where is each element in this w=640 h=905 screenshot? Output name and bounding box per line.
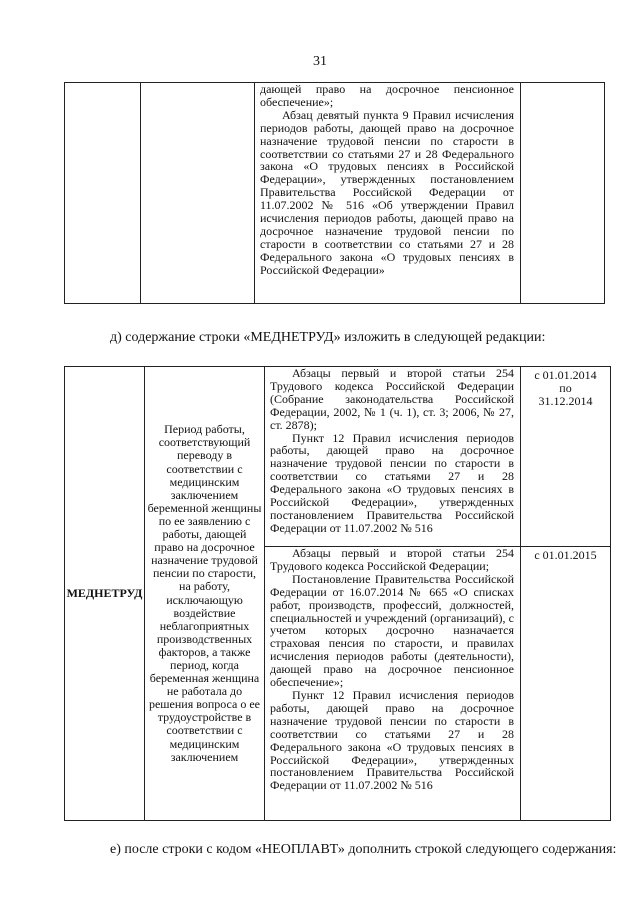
date-cell — [521, 367, 611, 547]
date-from: с 01.01.2015 — [534, 548, 597, 562]
legal-paragraph: Абзацы первый и второй статьи 254 Трудового кодекса Российской Федерации; — [270, 546, 514, 573]
table-row — [65, 83, 605, 304]
legal-basis-cell — [255, 83, 521, 304]
date-from: с 01.01.2014 — [534, 368, 597, 382]
legal-paragraph: Постановление Правительства Российской Федерации от 16.07.2014 № 665 «О списках работ, производств, профессий, должностей, специальностей и учреждений (организаций), с учетом которых досрочно назначается страховая пенсия по старости, и правилах исчисления периодов работы (деятельности), дающей право на досрочное пенсионное обеспечение»; — [270, 571, 514, 690]
legal-paragraph: дающей право на досрочное пенсионное обеспечение»; — [260, 82, 514, 109]
legal-paragraph: Пункт 12 Правил исчисления периодов работы, дающей право на досрочное назначение трудовой пенсии по старости в соответствии со статьями 27 и 28 Федерального закона «О трудовых пенсиях в Российской Федерации», утвержденных постановлением Правительства Российской Федерации от 11.07.2002 № 516 — [270, 687, 514, 793]
continued-table — [64, 82, 605, 304]
legal-paragraph: Абзацы первый и второй статьи 254 Трудового кодекса Российской Федерации (Собрание законодательства Российской Федерации, 2002, № 1 (ч. 1), ст. 3; 2006, № 27, ст. 2878); — [270, 366, 514, 432]
table-row — [65, 367, 611, 547]
legal-basis-cell — [265, 367, 521, 547]
code-cell — [65, 83, 141, 304]
mednetrud-table — [64, 366, 611, 821]
page-number: 31 — [313, 54, 327, 69]
date-by: по — [559, 381, 572, 395]
legal-paragraph: Абзац девятый пункта 9 Правил исчисления периодов работы, дающей право на досрочное назначение трудовой пенсии по старости в соответствии со статьями 27 и 28 Федерального закона «О трудовых пенсиях в Российской Федерации», утвержденных постановлением Правительства Российской Федерации от 11.07.2002 № 516 «Об утверждении Правил исчисления периодов работы, дающей право на досрочное назначение трудовой пенсии по старости в соответствии со статьями 27 и 28 Федерального закона «О трудовых пенсиях в Российской Федерации» — [260, 107, 514, 277]
date-to: 31.12.2014 — [538, 394, 593, 408]
instruction-d: д) содержание строки «МЕДНЕТРУД» изложить в следующей редакции: — [110, 330, 546, 345]
date-cell — [521, 83, 605, 304]
legal-basis-cell — [265, 547, 521, 821]
instruction-e: е) после строки с кодом «НЕОПЛАВТ» дополнить строкой следующего содержания: — [110, 842, 617, 857]
date-cell — [521, 547, 611, 821]
code-cell: МЕДНЕТРУД — [65, 367, 145, 821]
description-cell: Период работы, соответствующий переводу в соответствии с медицинским заключением беременной женщины по ее заявлению с работы, дающей право на досрочное назначение трудовой пенсии по старости, на работу, исключающую воздействие неблагоприятных производственных факторов, а также период, когда беременная женщина не работала до решения вопроса о ее трудоустройстве в соответствии с медицинским заключением — [145, 367, 265, 821]
legal-paragraph: Пункт 12 Правил исчисления периодов работы, дающей право на досрочное назначение трудовой пенсии по старости в соответствии со статьями 27 и 28 Федерального закона «О трудовых пенсиях в Российской Федерации», утвержденных постановлением Правительства Российской Федерации от 11.07.2002 № 516 — [270, 430, 514, 535]
description-cell — [141, 83, 255, 304]
